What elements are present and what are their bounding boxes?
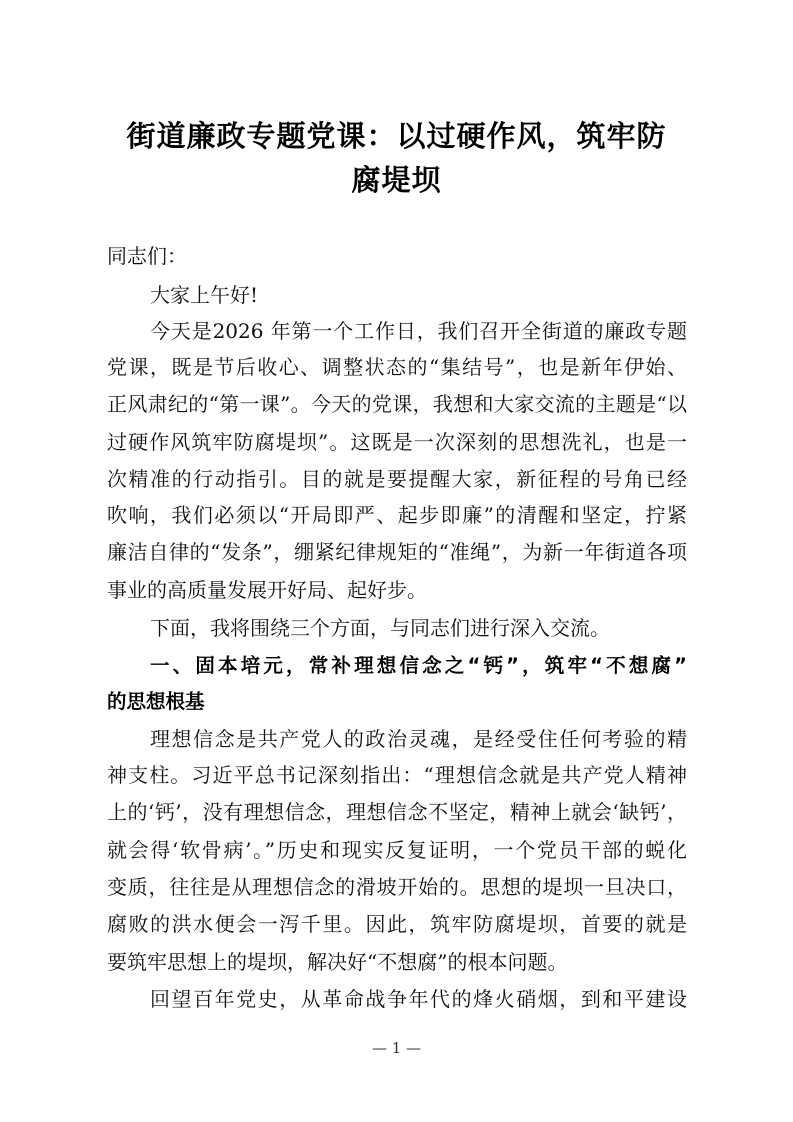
paragraph1-line: 廉洁自律的“发条”，绷紧纪律规矩的“准绳”，为新一年街道各项 (107, 540, 687, 564)
paragraph3-line: 腐败的洪水便会一泻千里。因此，筑牢防腐堤坝，首要的就是 (107, 912, 687, 936)
paragraph1-line: 吹响，我们必须以“开局即严、起步即廉”的清醒和坚定，拧紧 (107, 503, 687, 527)
paragraph3-line: 神支柱。习近平总书记深刻指出：“理想信念就是共产党人精神 (107, 763, 687, 787)
document-title-line-2: 腐堤坝 (351, 163, 442, 197)
paragraph1-line: 正风肃纪的“第一课”。今天的党课，我想和大家交流的主题是“以 (107, 392, 687, 416)
page-number: — 1 — (371, 1039, 422, 1057)
paragraph1-line: 党课，既是节后收心、调整状态的“集结号”，也是新年伊始、 (107, 355, 687, 379)
paragraph1-line: 过硬作风筑牢防腐堤坝”。这既是一次深刻的思想洗礼，也是一 (107, 430, 687, 454)
section-heading-line: 的思想根基 (107, 690, 205, 713)
paragraph4-line: 回望百年党史，从革命战争年代的烽火硝烟，到和平建设 (150, 987, 687, 1011)
paragraph1-line: 事业的高质量发展开好局、起好步。 (107, 578, 427, 602)
paragraph3-line: 就会得‘软骨病’。”历史和现实反复证明，一个党员干部的蜕化 (107, 838, 687, 862)
salutation: 同志们： (107, 244, 187, 268)
section-heading-line: 一、固本培元，常补理想信念之“钙”，筑牢“不想腐” (150, 654, 687, 677)
paragraph3-line: 变质，往往是从理想信念的滑坡开始的。思想的堤坝一旦决口， (107, 875, 687, 899)
paragraph2: 下面，我将围绕三个方面，与同志们进行深入交流。 (150, 616, 610, 640)
paragraph1-line: 次精准的行动指引。目的就是要提醒大家，新征程的号角已经 (107, 467, 687, 491)
paragraph3-line: 要筑牢思想上的堤坝，解决好“不想腐”的根本问题。 (107, 950, 568, 974)
paragraph1-line: 今天是2026 年第一个工作日，我们召开全街道的廉政专题 (150, 319, 687, 343)
paragraph3-line: 上的‘钙’，没有理想信念，理想信念不坚定，精神上就会‘缺钙’， (107, 800, 687, 824)
document-title-line-1: 街道廉政专题党课：以过硬作风，筑牢防 (126, 119, 667, 153)
greeting: 大家上午好! (150, 283, 259, 307)
paragraph3-line: 理想信念是共产党人的政治灵魂，是经受住任何考验的精 (150, 727, 687, 751)
